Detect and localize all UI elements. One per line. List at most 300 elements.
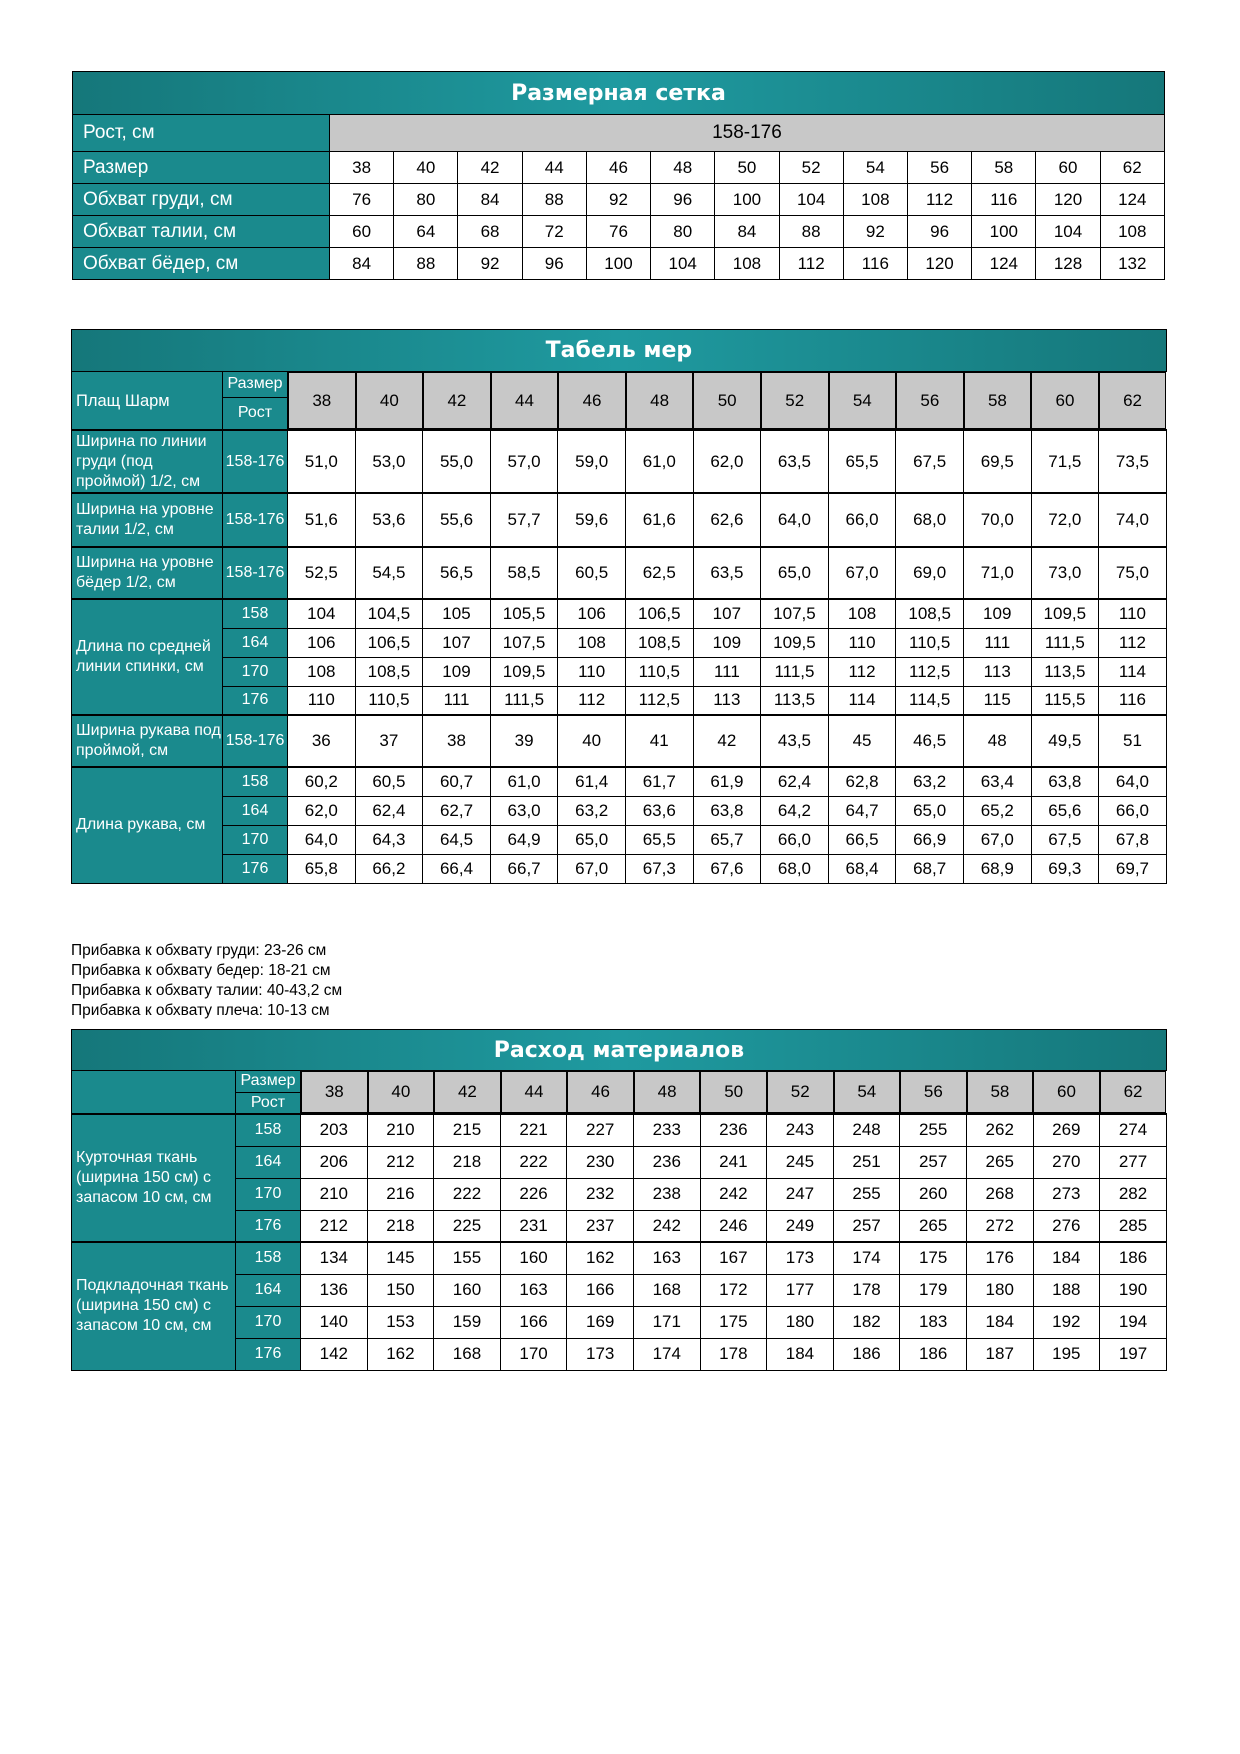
cell-value: 212 [301,1210,368,1242]
size-column-header: 40 [368,1071,435,1113]
cell-value: 60 [1036,152,1100,184]
cell-value: 230 [567,1146,634,1178]
notes [71,941,342,1021]
cell-value: 221 [500,1114,567,1146]
cell-value: 109,5 [1031,599,1099,628]
cell-value: 42 [693,715,761,767]
cell-value: 231 [500,1210,567,1242]
cell-value: 109,5 [761,628,829,657]
cell-value: 66,0 [1099,796,1167,825]
size-column-header: 58 [964,372,1032,429]
cell-value: 62,0 [288,796,356,825]
cell-value: 109 [423,657,491,686]
cell-value: 218 [367,1210,434,1242]
material-row [72,1242,1167,1274]
height-value: 170 [223,825,288,854]
cell-value: 67,0 [828,547,896,599]
material-row [72,1338,1167,1370]
cell-value: 68,9 [963,854,1031,883]
cell-value: 40 [394,152,458,184]
cell-value: 100 [586,248,650,280]
cell-value: 75,0 [1099,547,1167,599]
height-label: Рост [236,1092,301,1114]
cell-value: 68,4 [828,854,896,883]
cell-value: 210 [301,1178,368,1210]
height-value: 176 [223,854,288,883]
size-column-header: 42 [434,1071,501,1113]
cell-value: 50 [715,152,779,184]
cell-value: 114 [828,686,896,715]
cell-value: 61,0 [625,430,693,493]
cell-value: 241 [700,1146,767,1178]
cell-value: 242 [633,1210,700,1242]
cell-value: 171 [633,1306,700,1338]
cell-value: 68,0 [761,854,829,883]
cell-value: 132 [1100,248,1164,280]
cell-value: 178 [833,1274,900,1306]
cell-value: 64,0 [288,825,356,854]
height-value: 158 [223,767,288,796]
cell-value: 108 [828,599,896,628]
cell-value: 41 [625,715,693,767]
cell-value: 272 [966,1210,1033,1242]
cell-value: 63,6 [625,796,693,825]
cell-value: 52,5 [288,547,356,599]
row-label: Размер [73,152,330,184]
cell-value: 111,5 [490,686,558,715]
cell-value: 104 [651,248,715,280]
cell-value: 69,5 [963,430,1031,493]
cell-value: 70,0 [963,493,1031,547]
cell-value: 62,8 [828,767,896,796]
row-label: Обхват талии, см [73,216,330,248]
material-row [72,1210,1167,1242]
size-column-header: 44 [491,372,559,429]
height-value: 170 [236,1178,301,1210]
cell-value: 62,6 [693,493,761,547]
cell-value: 110,5 [355,686,423,715]
cell-value: 163 [633,1242,700,1274]
cell-value: 247 [767,1178,834,1210]
cell-value: 212 [367,1146,434,1178]
cell-value: 51 [1099,715,1167,767]
measurement-row [72,854,1167,883]
cell-value: 249 [767,1210,834,1242]
cell-value: 237 [567,1210,634,1242]
height-label: Рост, см [73,115,330,152]
cell-value: 40 [558,715,626,767]
cell-value: 56,5 [423,547,491,599]
cell-value: 115 [963,686,1031,715]
cell-value: 109 [963,599,1031,628]
size-column-header: 44 [501,1071,568,1113]
height-value: 158 [236,1242,301,1274]
size-column-header: 46 [558,372,626,429]
cell-value: 96 [522,248,586,280]
cell-value: 236 [700,1114,767,1146]
cell-value: 64,3 [355,825,423,854]
cell-value: 128 [1036,248,1100,280]
cell-value: 108 [1100,216,1164,248]
measurement-label: Ширина по линии груди (под проймой) 1/2, см [72,430,223,493]
cell-value: 174 [633,1338,700,1370]
cell-value: 176 [966,1242,1033,1274]
cell-value: 160 [434,1274,501,1306]
cell-value: 61,9 [693,767,761,796]
height-value: 158-176 [223,493,288,547]
size-column-header: 52 [767,1071,834,1113]
cell-value: 46 [586,152,650,184]
measurements-title: Табель мер [72,330,1167,372]
cell-value: 73,0 [1031,547,1099,599]
cell-value: 159 [434,1306,501,1338]
cell-value: 65,7 [693,825,761,854]
cell-value: 187 [966,1338,1033,1370]
cell-value: 58 [972,152,1036,184]
cell-value: 110 [828,628,896,657]
measurement-row [72,547,1167,599]
cell-value: 63,0 [490,796,558,825]
measurement-row [72,628,1167,657]
cell-value: 53,6 [355,493,423,547]
cell-value: 238 [633,1178,700,1210]
cell-value: 106,5 [355,628,423,657]
cell-value: 66,2 [355,854,423,883]
cell-value: 170 [500,1338,567,1370]
cell-value: 172 [700,1274,767,1306]
cell-value: 111 [693,657,761,686]
size-chart-title: Размерная сетка [73,72,1165,115]
size-column-header: 42 [423,372,491,429]
cell-value: 36 [288,715,356,767]
cell-value: 65,5 [625,825,693,854]
cell-value: 92 [586,184,650,216]
cell-value: 104 [779,184,843,216]
cell-value: 112 [828,657,896,686]
measurement-row [72,825,1167,854]
cell-value: 55,6 [423,493,491,547]
cell-value: 72 [522,216,586,248]
cell-value: 111,5 [761,657,829,686]
height-value: 170 [223,657,288,686]
cell-value: 64,0 [761,493,829,547]
cell-value: 62,4 [355,796,423,825]
cell-value: 242 [700,1178,767,1210]
measurements-table [71,329,1167,884]
row-label: Обхват груди, см [73,184,330,216]
cell-value: 76 [586,216,650,248]
height-value: 164 [236,1274,301,1306]
material-row [72,1274,1167,1306]
cell-value: 57,7 [490,493,558,547]
cell-value: 37 [355,715,423,767]
cell-value: 67,3 [625,854,693,883]
cell-value: 186 [900,1338,967,1370]
cell-value: 106 [558,599,626,628]
cell-value: 59,0 [558,430,626,493]
cell-value: 71,5 [1031,430,1099,493]
cell-value: 190 [1100,1274,1167,1306]
cell-value: 68 [458,216,522,248]
cell-value: 183 [900,1306,967,1338]
cell-value: 107 [693,599,761,628]
height-value: 164 [223,796,288,825]
cell-value: 236 [633,1146,700,1178]
measurement-label: Ширина на уровне талии 1/2, см [72,493,223,547]
cell-value: 62,7 [423,796,491,825]
size-chart-table [72,71,1165,280]
cell-value: 110 [1099,599,1167,628]
cell-value: 142 [301,1338,368,1370]
cell-value: 107 [423,628,491,657]
cell-value: 153 [367,1306,434,1338]
cell-value: 72,0 [1031,493,1099,547]
cell-value: 225 [434,1210,501,1242]
cell-value: 173 [567,1338,634,1370]
size-column-header: 60 [1031,372,1099,429]
cell-value: 215 [434,1114,501,1146]
cell-value: 116 [972,184,1036,216]
height-value: 164 [236,1146,301,1178]
cell-value: 162 [567,1242,634,1274]
cell-value: 262 [966,1114,1033,1146]
cell-value: 46,5 [896,715,964,767]
cell-value: 59,6 [558,493,626,547]
cell-value: 51,0 [288,430,356,493]
cell-value: 110,5 [625,657,693,686]
measurement-row [72,599,1167,628]
cell-value: 64,9 [490,825,558,854]
cell-value: 260 [900,1178,967,1210]
measurement-row [72,657,1167,686]
cell-value: 48 [963,715,1031,767]
cell-value: 60,7 [423,767,491,796]
cell-value: 61,6 [625,493,693,547]
size-label: Размер [236,1071,301,1093]
cell-value: 178 [700,1338,767,1370]
size-column-header: 54 [829,372,897,429]
cell-value: 104 [288,599,356,628]
cell-value: 222 [434,1178,501,1210]
cell-value: 67,5 [1031,825,1099,854]
cell-value: 163 [500,1274,567,1306]
cell-value: 106,5 [625,599,693,628]
cell-value: 285 [1100,1210,1167,1242]
cell-value: 274 [1100,1114,1167,1146]
cell-value: 110 [558,657,626,686]
cell-value: 136 [301,1274,368,1306]
size-column-header: 46 [567,1071,634,1113]
cell-value: 62,0 [693,430,761,493]
cell-value: 255 [833,1178,900,1210]
cell-value: 218 [434,1146,501,1178]
cell-value: 192 [1033,1306,1100,1338]
cell-value: 63,8 [693,796,761,825]
cell-value: 206 [301,1146,368,1178]
cell-value: 56 [907,152,971,184]
row-label: Обхват бёдер, см [73,248,330,280]
material-label: Курточная ткань (ширина 150 см) с запасом 10 см, см [72,1114,236,1242]
cell-value: 174 [833,1242,900,1274]
cell-value: 246 [700,1210,767,1242]
cell-value: 226 [500,1178,567,1210]
cell-value: 124 [972,248,1036,280]
cell-value: 60,5 [558,547,626,599]
size-label: Размер [223,372,288,398]
cell-value: 38 [423,715,491,767]
cell-value: 69,7 [1099,854,1167,883]
cell-value: 49,5 [1031,715,1099,767]
cell-value: 112 [907,184,971,216]
cell-value: 88 [394,248,458,280]
cell-value: 106 [288,628,356,657]
cell-value: 107,5 [761,599,829,628]
cell-value: 113,5 [1031,657,1099,686]
cell-value: 84 [458,184,522,216]
cell-value: 51,6 [288,493,356,547]
cell-value: 60 [330,216,394,248]
cell-value: 105,5 [490,599,558,628]
measurement-row [72,767,1167,796]
cell-value: 107,5 [490,628,558,657]
cell-value: 108,5 [896,599,964,628]
cell-value: 134 [301,1242,368,1274]
cell-value: 251 [833,1146,900,1178]
cell-value: 62,5 [625,547,693,599]
cell-value: 62,4 [761,767,829,796]
cell-value: 64 [394,216,458,248]
measurement-row [72,796,1167,825]
measurement-row [72,686,1167,715]
height-value: 164 [223,628,288,657]
cell-value: 270 [1033,1146,1100,1178]
cell-value: 65,2 [963,796,1031,825]
cell-value: 111,5 [1031,628,1099,657]
cell-value: 184 [767,1338,834,1370]
cell-value: 44 [522,152,586,184]
cell-value: 255 [900,1114,967,1146]
cell-value: 69,0 [896,547,964,599]
cell-value: 45 [828,715,896,767]
cell-value: 108 [288,657,356,686]
cell-value: 115,5 [1031,686,1099,715]
cell-value: 195 [1033,1338,1100,1370]
height-value: 176 [236,1210,301,1242]
cell-value: 124 [1100,184,1164,216]
cell-value: 168 [434,1338,501,1370]
height-value: 158 [236,1114,301,1146]
material-row [72,1178,1167,1210]
cell-value: 268 [966,1178,1033,1210]
cell-value: 63,4 [963,767,1031,796]
cell-value: 111 [963,628,1031,657]
height-value: 158 [223,599,288,628]
cell-value: 155 [434,1242,501,1274]
cell-value: 186 [1100,1242,1167,1274]
cell-value: 84 [330,248,394,280]
cell-value: 69,3 [1031,854,1099,883]
cell-value: 42 [458,152,522,184]
cell-value: 92 [843,216,907,248]
cell-value: 109 [693,628,761,657]
cell-value: 112,5 [625,686,693,715]
cell-value: 169 [567,1306,634,1338]
size-chart-row [73,216,1165,248]
cell-value: 66,5 [828,825,896,854]
size-column-header: 40 [356,372,424,429]
cell-value: 92 [458,248,522,280]
cell-value: 248 [833,1114,900,1146]
size-column-header: 62 [1099,372,1167,429]
material-row [72,1114,1167,1146]
height-value: 158-176 [223,430,288,493]
height-range: 158-176 [330,115,1165,152]
cell-value: 66,0 [828,493,896,547]
cell-value: 112 [558,686,626,715]
cell-value: 110,5 [896,628,964,657]
cell-value: 64,0 [1099,767,1167,796]
cell-value: 166 [567,1274,634,1306]
cell-value: 54 [843,152,907,184]
note-line: Прибавка к обхвату плеча: 10-13 см [71,1002,330,1019]
cell-value: 48 [651,152,715,184]
materials-title: Расход материалов [72,1030,1167,1071]
cell-value: 68,7 [896,854,964,883]
cell-value: 116 [1099,686,1167,715]
cell-value: 227 [567,1114,634,1146]
size-column-header: 50 [700,1071,767,1113]
cell-value: 61,4 [558,767,626,796]
cell-value: 60,5 [355,767,423,796]
cell-value: 167 [700,1242,767,1274]
cell-value: 63,5 [761,430,829,493]
cell-value: 175 [700,1306,767,1338]
cell-value: 116 [843,248,907,280]
cell-value: 100 [972,216,1036,248]
materials-table [71,1029,1167,1371]
cell-value: 66,0 [761,825,829,854]
cell-value: 111 [423,686,491,715]
size-column-header: 60 [1033,1071,1100,1113]
height-value: 158-176 [223,715,288,767]
cell-value: 64,2 [761,796,829,825]
cell-value: 113,5 [761,686,829,715]
cell-value: 112 [779,248,843,280]
cell-value: 65,0 [761,547,829,599]
size-header-row [288,372,1166,429]
cell-value: 109,5 [490,657,558,686]
cell-value: 145 [367,1242,434,1274]
cell-value: 110 [288,686,356,715]
cell-value: 179 [900,1274,967,1306]
note-line: Прибавка к обхвату груди: 23-26 см [71,942,327,959]
cell-value: 216 [367,1178,434,1210]
cell-value: 150 [367,1274,434,1306]
size-chart-row [73,184,1165,216]
cell-value: 173 [767,1242,834,1274]
size-column-header: 50 [693,372,761,429]
cell-value: 175 [900,1242,967,1274]
cell-value: 66,7 [490,854,558,883]
size-column-header: 56 [900,1071,967,1113]
cell-value: 180 [966,1274,1033,1306]
cell-value: 243 [767,1114,834,1146]
cell-value: 177 [767,1274,834,1306]
cell-value: 65,6 [1031,796,1099,825]
cell-value: 52 [779,152,843,184]
height-label: Рост [223,397,288,430]
cell-value: 43,5 [761,715,829,767]
